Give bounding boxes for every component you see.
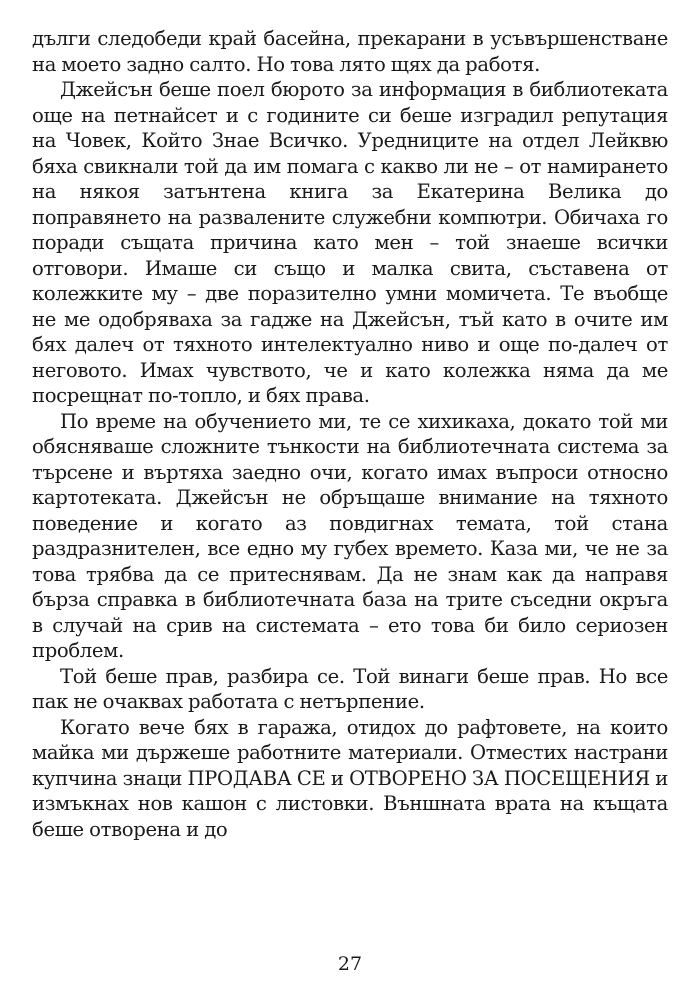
paragraph-5: Когато вече бях в гаража, отидох до рафтовете, на които майка ми държеше работните материали. Отместих настрани купчина знаци ПРОДАВА СЕ и ОТВОРЕНО ЗА ПОСЕЩЕНИЯ и измъкнах нов кашон с листовки. Външната врата на къщата беше отворена и до: [32, 715, 668, 841]
paragraph-4: Той беше прав, разбира се. Той винаги беше прав. Но все пак не очаквах работата с нетърпение.: [32, 664, 668, 713]
page-body: [32, 26, 668, 842]
paragraph-1: дълги следобеди край басейна, прекарани в усъвършенстване на моето задно салто. Но това лято щях да работя.: [32, 27, 668, 76]
paragraph-3: По време на обучението ми, те се хихикаха, докато той ми обясняваше сложните тънкости на библиотечната система за търсене и въртяха заедно очи, когато имах въпроси относно картотеката. Джейсън не обръщаше внимание на тяхното поведение и когато аз повдигнах темата, той стана раздразнителен, все едно му губех времето. Каза ми, че не за това трябва да се притеснявам. Да не знам как да направя бърза справка в библиотечната база на трите съседни окръга в случай на срив на системата – ето това би било сериозен проблем.: [32, 409, 668, 662]
paragraph-2: Джейсън беше поел бюрото за информация в библиотеката още на петнайсет и с годините си беше изградил репутация на Човек, Който Знае Всичко. Уредниците на отдел Лейквю бяха свикнали той да им помага с какво ли не – от намирането на някоя затънтена книга за Екатерина Велика до поправянето на развалените служебни компютри. Обичаха го поради същата причина като мен – той знаеше всички отговори. Имаше си също и малка свита, съставена от колежките му – две поразително умни момичета. Те въобще не ме одобряваха за гадже на Джейсън, тъй като в очите им бях далеч от тяхното интелектуално ниво и още по-далеч от неговото. Имах чувството, че и като колежка няма да ме посрещнат по-топло, и бях права.: [32, 78, 668, 407]
page-number: 27: [337, 953, 363, 975]
